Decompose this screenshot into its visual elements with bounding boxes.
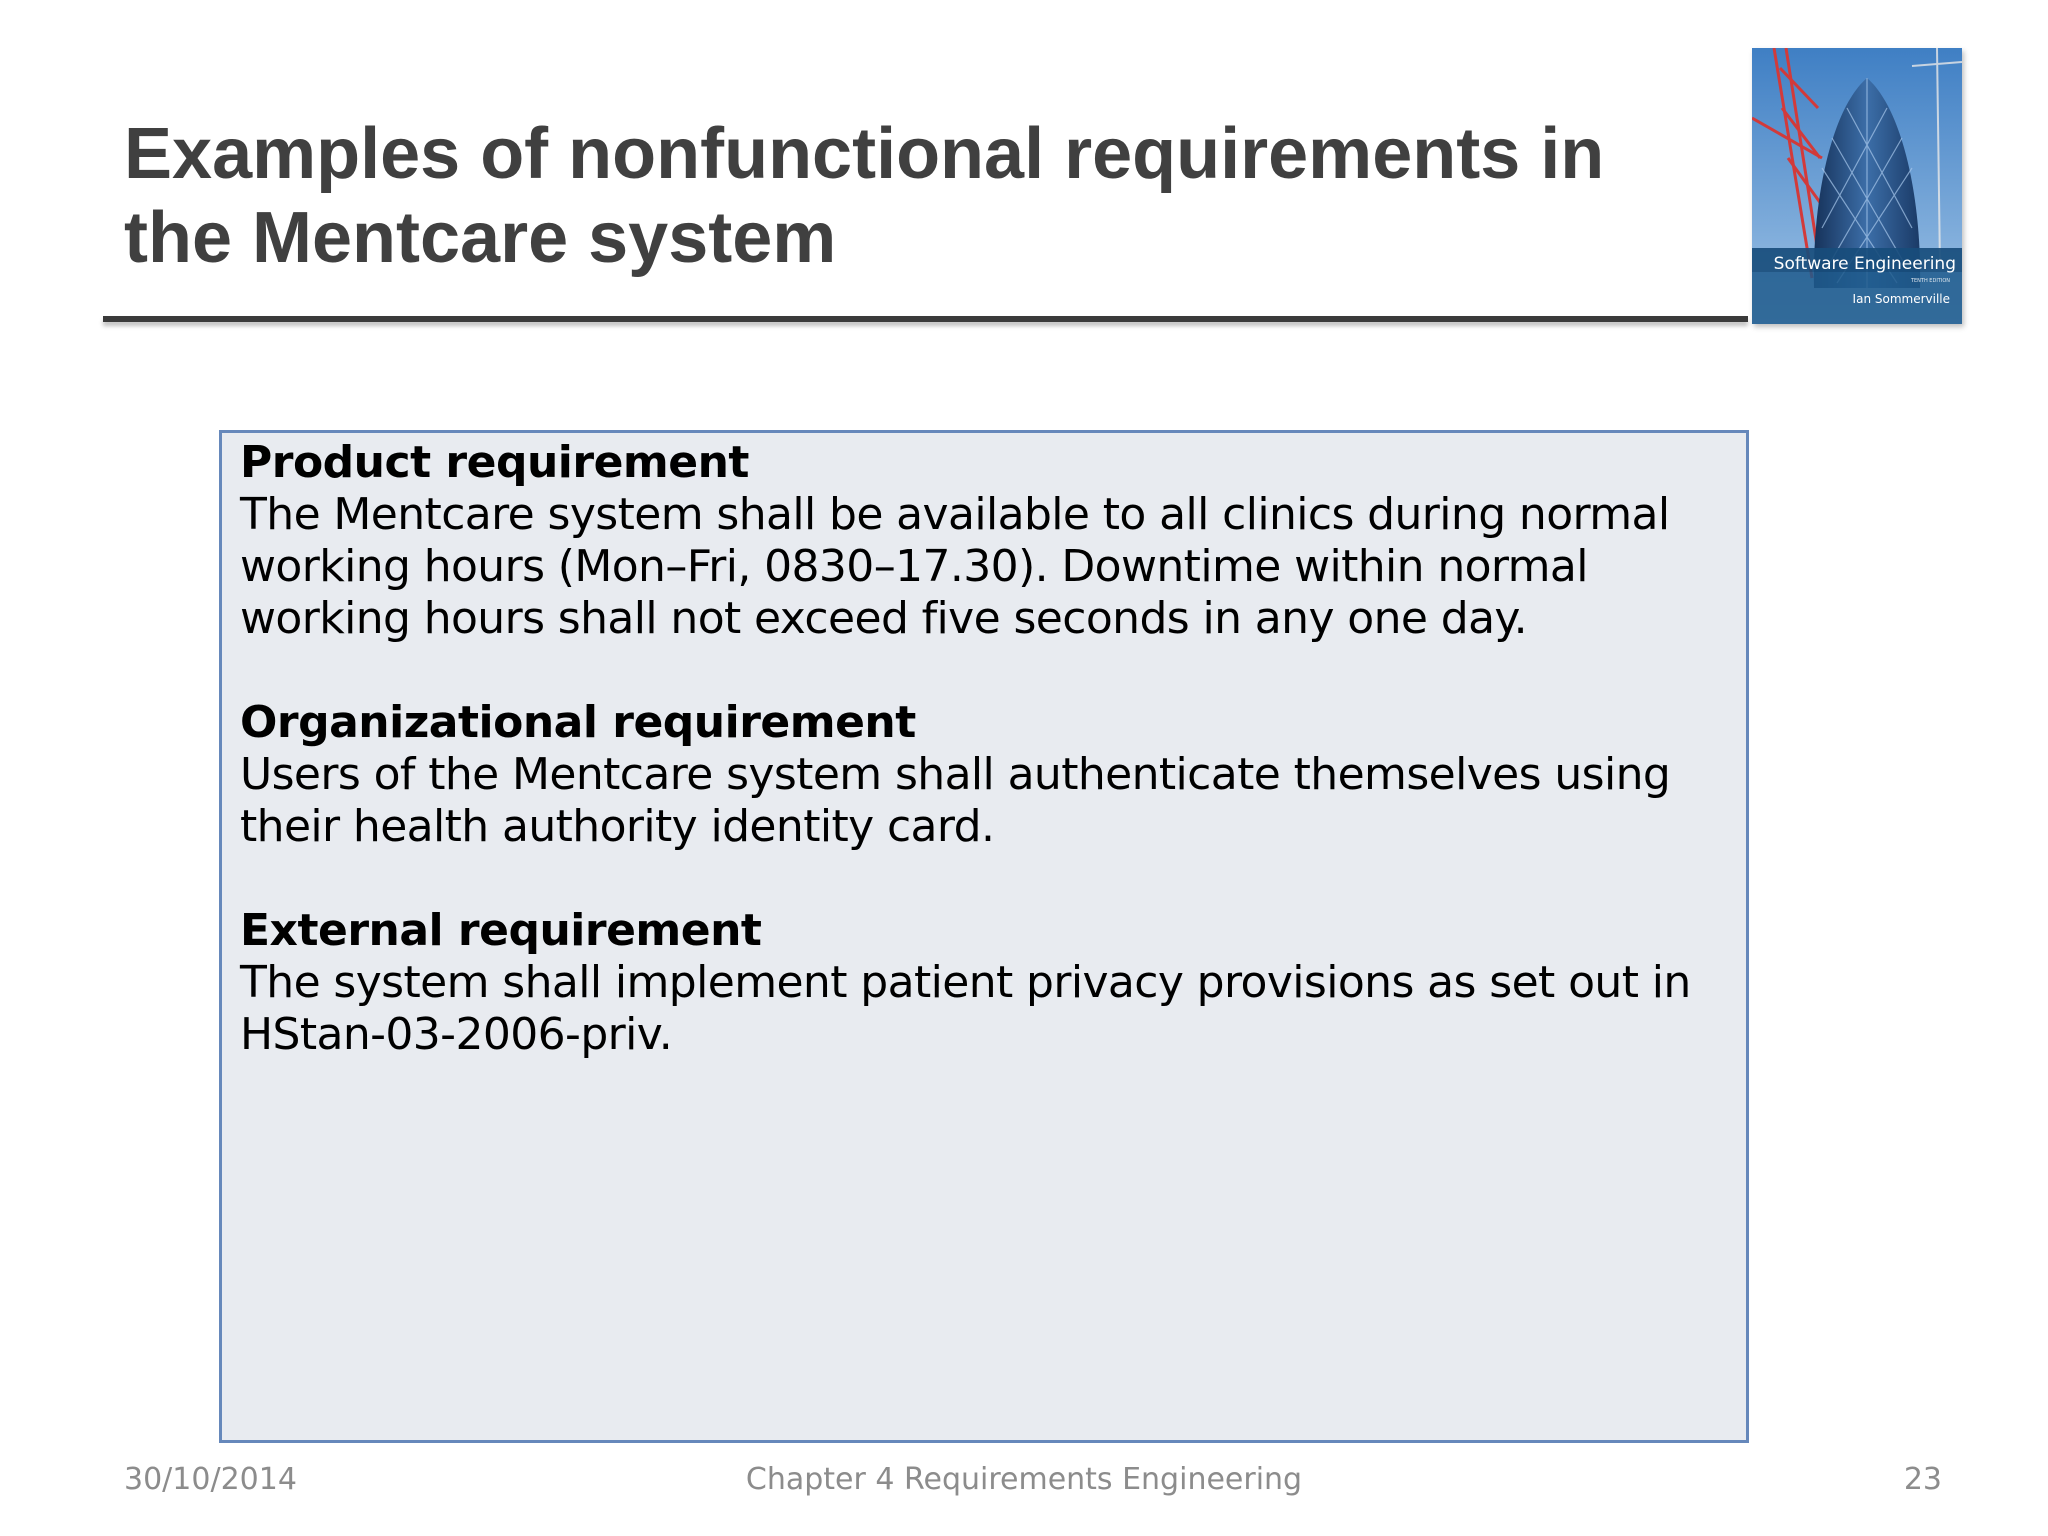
requirement-organizational (240, 697, 1728, 853)
requirement-heading: Product requirement (240, 437, 749, 488)
requirement-heading: External requirement (240, 905, 762, 956)
requirement-product (240, 437, 1728, 645)
requirement-heading: Organizational requirement (240, 697, 916, 748)
slide-number: 23 (1903, 1462, 1942, 1497)
slide-title: Examples of nonfunctional requirements in the Mentcare system (124, 114, 1605, 278)
title-divider (103, 316, 1748, 322)
book-title: Software Engineering (1773, 254, 1956, 274)
requirement-text: Users of the Mentcare system shall authenticate themselves using their health authority identity card. (240, 749, 1671, 852)
requirements-box (219, 430, 1749, 1443)
requirement-text: The system shall implement patient privacy provisions as set out in HStan-03-2006-priv. (240, 957, 1691, 1060)
book-author: Ian Sommerville (1852, 292, 1950, 306)
book-edition: TENTH EDITION (1910, 278, 1950, 284)
requirement-external (240, 905, 1728, 1061)
footer-chapter: Chapter 4 Requirements Engineering (745, 1462, 1303, 1497)
book-cover-image (1752, 48, 1962, 324)
footer-date: 30/10/2014 (124, 1462, 297, 1497)
requirement-text: The Mentcare system shall be available to all clinics during normal working hours (Mon–Fri, 0830–17.30). Downtime within normal working hours shall not exceed five seconds in any one day. (240, 489, 1670, 644)
